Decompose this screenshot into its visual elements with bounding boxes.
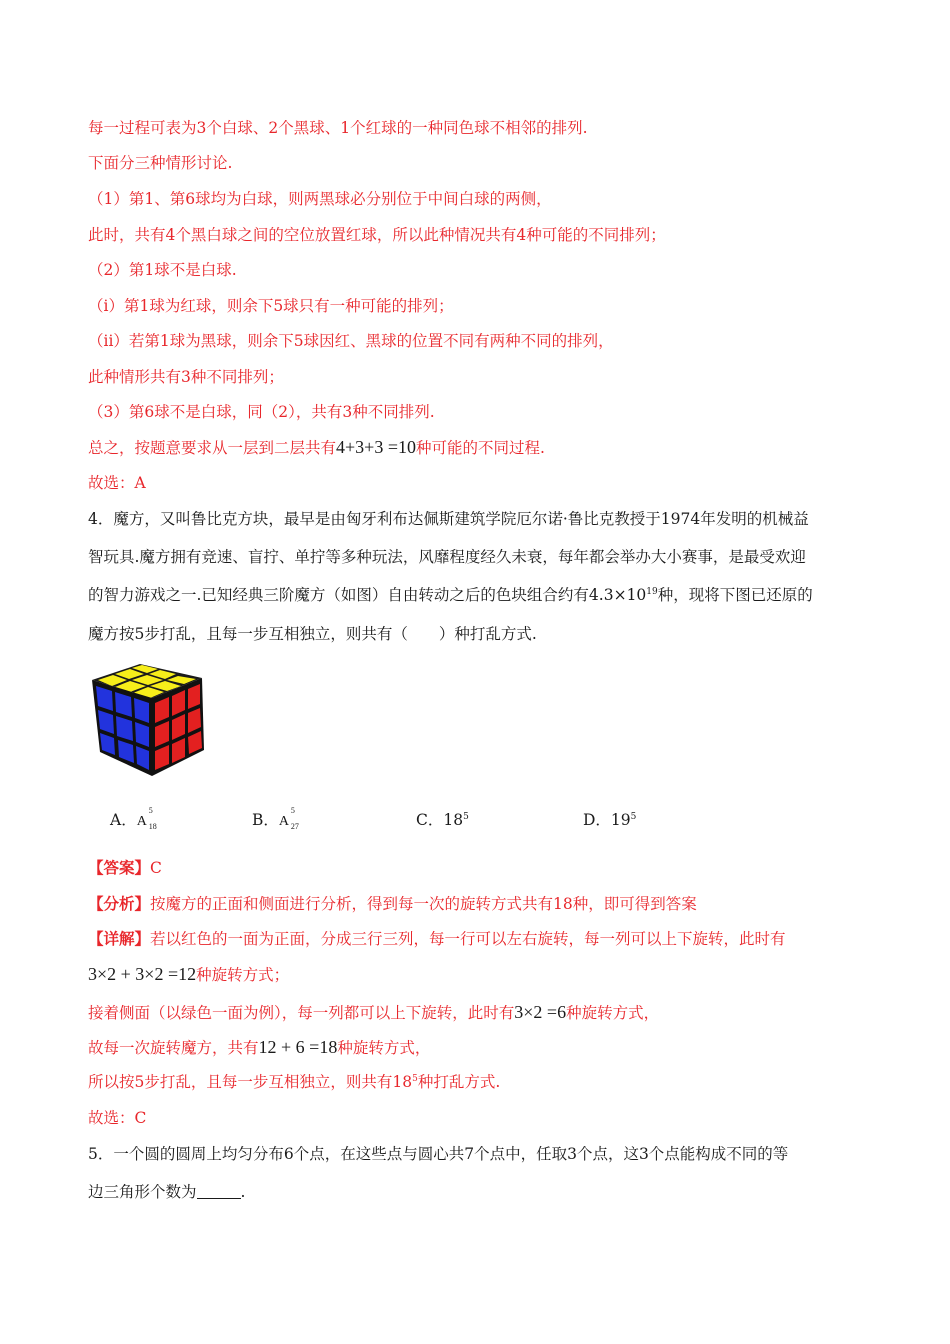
- option-a[interactable]: [110, 806, 157, 831]
- detail-exponent: 5: [412, 1074, 418, 1084]
- exponent: 19: [646, 587, 658, 597]
- answer-blank[interactable]: [197, 1184, 241, 1199]
- solution-line-10-tail: 种可能的不同过程.: [415, 439, 545, 457]
- answer-tag: 【答案】: [88, 858, 151, 877]
- question-4-line-1: 4．魔方，又叫鲁比克方块，最早是由匈牙利布达佩斯建筑学院厄尔诺·鲁比克教授于1974年发明的机械益: [88, 510, 809, 528]
- option-d[interactable]: D．$19^5$: [583, 811, 637, 829]
- analysis-line: [88, 894, 697, 914]
- solution-line-3: （1）第1、第6球均为白球，则两黑球必分别位于中间白球的两侧，: [88, 190, 552, 208]
- solution-line-7: （ii）若第1球为黑球，则余下5球因红、黑球的位置不同有两种不同的排列，: [88, 332, 614, 350]
- option-c[interactable]: C．$18^5$: [416, 811, 469, 829]
- detail-line-1: [88, 929, 786, 949]
- option-a-label: A．: [110, 811, 137, 829]
- solution-line-6: （i）第1球为红球，则余下5球只有一种可能的排列；: [88, 297, 454, 315]
- question-4-line-2: 智玩具.魔方拥有竞速、盲拧、单拧等多种玩法，风靡程度经久未衰，每年都会举办大小赛事，是最受欢迎: [88, 548, 806, 566]
- option-b[interactable]: [252, 806, 299, 831]
- formula-rotations: 3×2 + 3×2 =12: [88, 964, 197, 984]
- question-5-line-2: [88, 1182, 245, 1202]
- solution-line-9: （3）第6球不是白球，同（2），共有3种不同排列.: [88, 403, 435, 421]
- solution-line-8: 此种情形共有3种不同排列；: [88, 368, 284, 386]
- detail-choice: 故选：C: [88, 1109, 147, 1127]
- question-5-line-2-text: 边三角形个数为: [88, 1183, 197, 1201]
- solution-line-1: 每一过程可表为3个白球、2个黑球、1个红球的一种同色球不相邻的排列.: [88, 119, 588, 137]
- option-b-formula: A 5 27: [278, 806, 299, 831]
- detail-line-3-text: 接着侧面（以绿色一面为例），每一列都可以上下旋转，此时有: [88, 1004, 515, 1022]
- detail-line-2-tail: 种旋转方式；: [196, 966, 290, 984]
- question-4-line-3: [88, 585, 813, 605]
- question-4-line-3-tail: 种，现将下图已还原的: [657, 586, 813, 604]
- formula-side: 3×2 =6: [514, 1002, 567, 1022]
- answer-value: C: [150, 859, 162, 877]
- detail-text: 若以红色的一面为正面，分成三行三列，每一行可以左右旋转，每一列可以上下旋转，此时有: [150, 930, 786, 948]
- option-b-label: B．: [252, 811, 279, 829]
- detail-line-4-tail: 种旋转方式，: [337, 1039, 431, 1057]
- solution-line-10-text: 总之，按题意要求从一层到二层共有: [88, 439, 337, 457]
- solution-choice: 故选：A: [88, 474, 146, 492]
- option-c-label: C．18: [416, 811, 464, 829]
- rubiks-cube-image: [86, 660, 210, 780]
- detail-line-4-text: 故每一次旋转魔方，共有: [88, 1039, 259, 1057]
- question-4-line-3-text: 的智力游戏之一.已知经典三阶魔方（如图）自由转动之后的色块组合约有4.3×10: [88, 586, 647, 604]
- question-5-line-1: 5．一个圆的圆周上均匀分布6个点，在这些点与圆心共7个点中，任取3个点，这3个点能构成不同的等: [88, 1145, 789, 1163]
- analysis-tag: 【分析】: [88, 894, 151, 913]
- question-4-line-4: 魔方按5步打乱，且每一步互相独立，则共有（ ）种打乱方式.: [88, 625, 537, 643]
- formula-sum: 4+3+3 =10: [336, 437, 416, 457]
- detail-line-3: [88, 1002, 659, 1023]
- option-d-label: D．19: [583, 811, 631, 829]
- detail-line-5: [88, 1072, 500, 1092]
- detail-tag: 【详解】: [88, 929, 151, 948]
- solution-line-5: （2）第1球不是白球.: [88, 261, 237, 279]
- formula-total: 12 + 6 =18: [258, 1037, 338, 1057]
- detail-line-4: [88, 1037, 430, 1058]
- question-5-line-2-tail: .: [240, 1183, 246, 1201]
- solution-line-10: [88, 437, 545, 458]
- detail-line-2: [88, 964, 289, 985]
- detail-line-5-tail: 种打乱方式.: [417, 1073, 501, 1091]
- solution-line-2: 下面分三种情形讨论.: [88, 154, 233, 172]
- detail-line-3-tail: 种旋转方式，: [566, 1004, 660, 1022]
- answer-line: [88, 858, 162, 878]
- solution-line-4: 此时，共有4个黑白球之间的空位放置红球，所以此种情况共有4种可能的不同排列；: [88, 226, 666, 244]
- analysis-text: 按魔方的正面和侧面进行分析，得到每一次的旋转方式共有18种，即可得到答案: [150, 895, 697, 913]
- detail-line-5-text: 所以按5步打乱，且每一步互相独立，则共有18: [88, 1073, 413, 1091]
- option-a-formula: A 5 18: [136, 806, 157, 831]
